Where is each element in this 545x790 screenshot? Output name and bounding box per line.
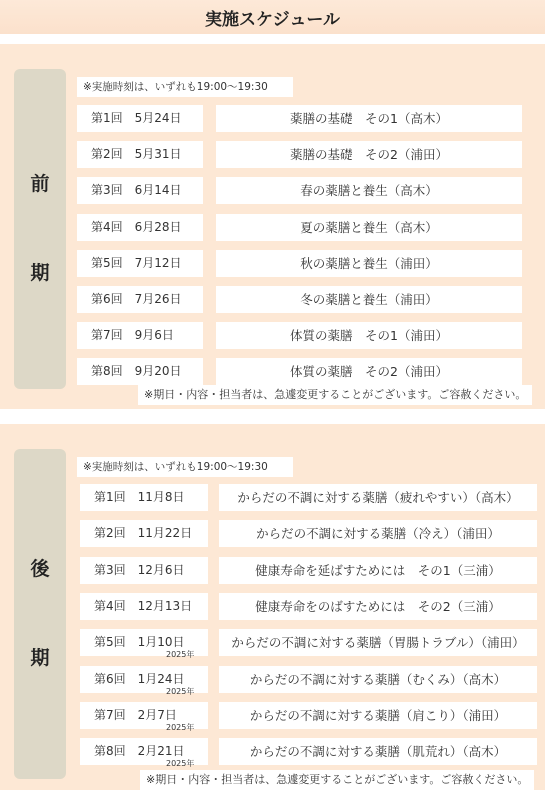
session-topic: 秋の薬膳と養生（浦田） [216, 250, 522, 277]
session-date: 第2回 5月31日 [77, 141, 203, 168]
first-half-footer-note: ※期日・内容・担当者は、急遽変更することがございます。ご容赦ください。 [138, 385, 532, 405]
session-date: 第2回 11月22日 [80, 520, 208, 547]
second-half-footer-note: ※期日・内容・担当者は、急遽変更することがございます。ご容赦ください。 [140, 770, 534, 790]
session-topic: からだの不調に対する薬膳（むくみ）（高木） [219, 666, 537, 693]
session-date: 第1回 11月8日 [80, 484, 208, 511]
first-half-time-note: ※実施時刻は、いずれも19:00～19:30 [77, 77, 293, 97]
session-topic: からだの不調に対する薬膳（疲れやすい）（高木） [219, 484, 537, 511]
session-year: 2025年 [166, 686, 195, 696]
second-half-panel [0, 424, 545, 790]
first-half-label [14, 69, 66, 389]
session-topic: 夏の薬膳と養生（高木） [216, 214, 522, 241]
session-date: 第6回 1月24日 [80, 666, 208, 693]
session-topic: 薬膳の基礎 その2（浦田） [216, 141, 522, 168]
session-topic: からだの不調に対する薬膳（胃腸トラブル）（浦田） [219, 629, 537, 656]
session-topic: 体質の薬膳 その2（浦田） [216, 358, 522, 385]
session-date: 第8回 2月21日 [80, 738, 208, 765]
session-topic: 薬膳の基礎 その1（高木） [216, 105, 522, 132]
session-date: 第3回 6月14日 [77, 177, 203, 204]
session-date: 第5回 7月12日 [77, 250, 203, 277]
session-date: 第1回 5月24日 [77, 105, 203, 132]
session-topic: からだの不調に対する薬膳（肩こり）（浦田） [219, 702, 537, 729]
first-half-label-top: 前 [30, 173, 50, 195]
first-half-panel [0, 44, 545, 409]
session-topic: 体質の薬膳 その1（浦田） [216, 322, 522, 349]
session-date: 第3回 12月6日 [80, 557, 208, 584]
page-title: 実施スケジュール [0, 0, 545, 34]
session-date: 第5回 1月10日 [80, 629, 208, 656]
session-topic: 冬の薬膳と養生（浦田） [216, 286, 522, 313]
session-topic: からだの不調に対する薬膳（冷え）（浦田） [219, 520, 537, 547]
session-date: 第7回 2月7日 [80, 702, 208, 729]
session-year: 2025年 [166, 759, 195, 769]
session-year: 2025年 [166, 722, 195, 732]
second-half-label-top: 後 [30, 558, 50, 580]
session-topic: 健康寿命を延ばすためには その1（三浦） [219, 557, 537, 584]
session-date: 第4回 6月28日 [77, 214, 203, 241]
session-date: 第7回 9月6日 [77, 322, 203, 349]
session-topic: からだの不調に対する薬膳（肌荒れ）（高木） [219, 738, 537, 765]
session-topic: 春の薬膳と養生（高木） [216, 177, 522, 204]
session-year: 2025年 [166, 650, 195, 660]
second-half-label-bottom: 期 [30, 647, 50, 669]
session-date: 第4回 12月13日 [80, 593, 208, 620]
first-half-label-bottom: 期 [30, 262, 50, 284]
second-half-time-note: ※実施時刻は、いずれも19:00～19:30 [77, 457, 293, 477]
session-date: 第6回 7月26日 [77, 286, 203, 313]
second-half-label [14, 449, 66, 779]
session-topic: 健康寿命をのばすためには その2（三浦） [219, 593, 537, 620]
session-date: 第8回 9月20日 [77, 358, 203, 385]
